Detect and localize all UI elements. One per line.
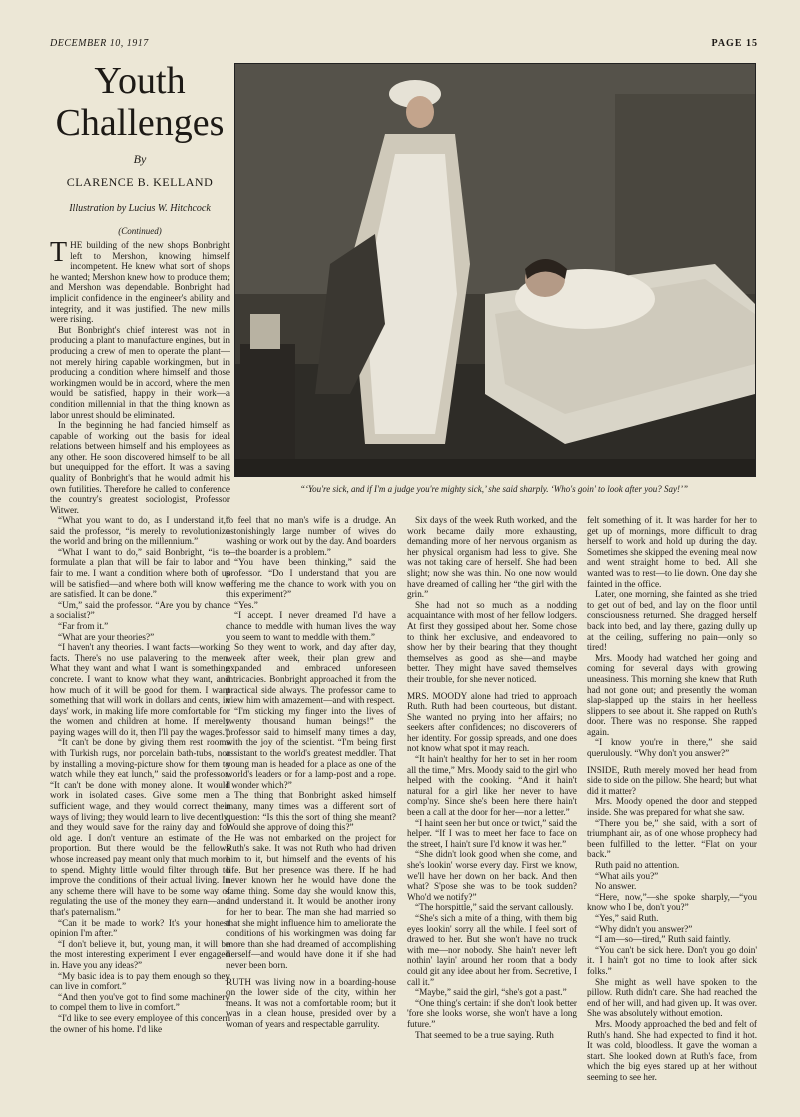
- paragraph: He was not embarked on the project for Ruth's sake. It was not Ruth who had driven him to it, but himself and the events of his life. But her presence was there. If he had never known her he would have done the same thing. Some day she would know this, and understand it. It would be another irony for her to bear. The man she had married so that she might influence him to ameliorate the conditions of his workingmen was doing far more than she had dreamed of accomplishing herself—and would have done it if she had never been born.: [226, 832, 396, 970]
- paragraph: Ruth paid no attention.: [595, 860, 680, 870]
- paragraph: In the beginning he had fancied himself as capable of working out the basis for ideal relations between himself and his employees as any other. He soon discovered himself to be all but unequipped for the effort. It was a saving quality of Bonbright's that he would admit his own futilities. Therefore he called to conference the country's greatest sociologist, Professor Witwer.: [50, 420, 230, 515]
- column-1: [50, 515, 230, 1095]
- paragraph: “What you want to do, as I understand it,” said the professor, “is merely to revolutionize the world and bring on the millennium.”: [50, 515, 230, 547]
- paragraph: “Here, now,”—she spoke sharply,—“you know who I be, don't you?”: [587, 891, 757, 913]
- paragraph: “Yes,” said Ruth.: [595, 912, 659, 923]
- paragraph: So they went to work, and day after day, week after week, their plan grew and expanded and embraced unforeseen intricacies. Bonbright approached it from the practical side always. The professor came to view him with amazement—and with respect.: [226, 642, 396, 706]
- paragraph: “Yes.”: [234, 599, 258, 610]
- paragraph: “It hain't healthy for her to set in her room all the time,” Mrs. Moody said to the girl who helped with the cooking. “And it hain't natural for a girl like her never to have comp'ny. Since she's been here there hain't been a call at the door for her—nor a letter.”: [407, 754, 577, 818]
- paragraph: to feel that no man's wife is a drudge. An astonishingly large number of wives do washing or work out by the day. And boarders—the boarder is a problem.”: [226, 515, 396, 557]
- paragraph: RUTH was living now in a boarding-house on the lower side of the city, within her means. It was not a comfortable room; but it was in a clean house, presided over by a woman of years and respectable garrulity.: [226, 976, 396, 1029]
- paragraph: Mrs. Moody approached the bed and felt of Ruth's hand. She had expected to find it hot. It was cold, bloodless. It gave the woman a start. She looked down at Ruth's face, from which the big eyes stared up at her without seeming to see her.: [587, 1018, 757, 1082]
- paragraph: Later, one morning, she fainted as she tried to get out of bed, and lay on the floor until consciousness returned. She dragged herself back into bed, and lay there, gazing dully up at the ceiling, suffering no pain—only so tired!: [587, 589, 757, 653]
- paragraph: “It can't be done by giving them rest rooms with Turkish rugs, nor porcelain bath-tubs, nor by installing a moving-picture show for them to watch while they eat lunch,” said the professor. “It can't be done with money alone. It would work in isolated cases. Give some men a sufficient wage, and they would correct their ways of living; they would learn to live decently, and they would save for the rainy day and for old age. I don't venture an estimate of the proportion. But there would be the fellows whose increased pay meant only that much more to spend. Mighty little would filter through to improve the conditions of their actual living. In any scheme there will have to be some way of regulating the use of the money they earn—and that's paternalism.”: [50, 737, 230, 917]
- paragraph: “What I want to do,” said Bonbright, “is to formulate a plan that will be fair to labor and fair to me. I want a condition where both of us will be satisfied—and where both will know we are satisfied. It can be done.”: [50, 546, 230, 600]
- paragraph: “I haven't any theories. I want facts—working facts. There's no use palavering to the men. What they want and what I want is something concrete. I want to know what they want, and how much of it will be good for them. I want something that will work in dollars and cents, in days' work, in making life more comfortable for the women and children at home. If merely paying wages will do it, then I'll pay the wages.”: [50, 642, 230, 737]
- paragraph: Mrs. Moody had watched her going and coming for several days with growing uneasiness. This morning she knew that Ruth had not gone out; and presently the woman slap-slapped up the stairs in her heelless slippers to see about it. She rapped on Ruth's door. There was no response. She rapped again.: [587, 652, 757, 737]
- paragraph: “My basic idea is to pay them enough so they can live in comfort.”: [50, 970, 230, 992]
- paragraph: “And then you've got to find some machinery to compel them to live in comfort.”: [50, 991, 230, 1013]
- paragraph: “The horspittle,” said the servant callously.: [415, 902, 574, 913]
- paragraph: “One thing's certain: if she don't look better 'fore she looks worse, she won't have a long future.”: [407, 997, 577, 1029]
- column-1-top: [50, 240, 230, 515]
- story-title: [50, 60, 230, 144]
- title-line-2: Challenges: [55, 102, 225, 144]
- paragraph: That seemed to be a true saying. Ruth: [415, 1029, 554, 1040]
- paragraph: felt something of it. It was harder for her to get up of mornings, more difficult to drag herself to work and hold up during the day. Sometimes she skipped the evening meal now and went straight home to bed. All she wanted was to rest—to lie down. One day she fainted in the office.: [587, 515, 757, 589]
- paragraph: “There you be,” she said, with a sort of triumphant air, as of one whose prophecy had been fulfilled to the letter. “Flat on your back.”: [587, 817, 757, 860]
- paragraph: MRS. MOODY alone had tried to approach Ruth. Ruth had been courteous, but distant. She wanted no prying into her affairs; no seekers after confidences; no discoverers of her identity. For gossip spreads, and one does not know what spot it may reach.: [407, 690, 577, 754]
- paragraph: “What ails you?”: [595, 870, 659, 881]
- paragraph: “I don't believe it, but, young man, it will be the most interesting experiment I ever engaged in. Have you any ideas?”: [50, 938, 230, 970]
- paragraph: She might as well have spoken to the pillow. Ruth didn't care. She had reached the end of her will, and had given up. It was over. She was absolutely without emotion.: [587, 976, 757, 1019]
- illustration-credit: Illustration by Lucius W. Hitchcock: [69, 203, 211, 214]
- paragraph: “You can't be sick here. Don't you go doin' it. I hain't got no time to look after sick folks.”: [587, 944, 757, 976]
- illustration-drawing: [235, 64, 755, 476]
- paragraph: “Can it be made to work? It's your honest opinion I'm after.”: [50, 917, 230, 939]
- paragraph: The thing that Bonbright asked himself many, many times was a different sort of question: “Is this the sort of thing she meant? Would she approve of doing this?”: [226, 790, 396, 833]
- paragraph: “I'd like to see every employee of this concern the owner of his home. I'd like: [50, 1012, 230, 1034]
- paragraph: “Maybe,” said the girl, “she's got a past.”: [415, 987, 567, 998]
- paragraph: INSIDE, Ruth merely moved her head from side to side on the pillow. She heard; but what did it matter?: [587, 764, 757, 796]
- byline-by: By: [133, 152, 147, 166]
- paragraph: “Um,” said the professor. “Are you by chance a socialist?”: [50, 599, 230, 621]
- paragraph: “What are your theories?”: [58, 631, 155, 642]
- paragraph: “I'm sticking my finger into the lives of twenty thousand human beings!” the professor said to himself many times a day, with the joy of the scientist. “I'm being first assistant to the world's greatest meddler. That young man is headed for a place as one of the world's leaders or for a lamp-post and a rope. I wonder which?”: [226, 705, 396, 790]
- title-line-1: Youth: [94, 60, 186, 102]
- author-name: CLARENCE B. KELLAND: [66, 175, 214, 189]
- paragraph: She had not so much as a nodding acquaintance with most of her fellow lodgers. At first they gossiped about her. Some chose to think her exclusive, and endeavored to show her by their bearing that they thought themselves as good as she—and maybe better. They might have saved themselves their trouble, for she never noticed.: [407, 599, 577, 684]
- paragraph: No answer.: [595, 881, 637, 892]
- paragraph: “I know you're in there,” she said querulously. “Why don't you answer?”: [587, 737, 757, 759]
- paragraph: But Bonbright's chief interest was not in producing a plant to manufacture engines, but in producing a crew of men to operate the plant—not merely hiring capable workingmen, but in producing a condition where himself and those workingmen would be in accord, where the men would be satisfied, happy in their work—a condition millennial in that the thing known as labor unrest should be eliminated.: [50, 324, 230, 420]
- paragraph: Mrs. Moody opened the door and stepped inside. She was prepared for what she saw.: [587, 796, 757, 818]
- paragraph: “Far from it.”: [58, 620, 109, 631]
- illustration-caption: “‘You're sick, and if I'm a judge you're mighty sick,’ she said sharply. ‘Who's goin' to look after you? Say!’”: [299, 484, 689, 494]
- paragraph: “I accept. I never dreamed I'd have a chance to meddle with human lives the way you seem to want to meddle with them.”: [226, 610, 396, 642]
- paragraph: “I haint seen her but once or twict,” said the helper. “If I was to meet her face to face on the street, I hain't sure I'd know it was her.”: [407, 817, 577, 849]
- paragraph: “She's sich a mite of a thing, with them big eyes lookin' sorry all the while. I feel sort of drawed to her. But she won't have no truck with me—nor nobody. She hain't never left nothin' layin' around her room that a body could git any idee about her from. Secretive, I call it.”: [407, 912, 577, 987]
- story-illustration: [234, 63, 756, 477]
- paragraph: “I am—so—tired,” Ruth said faintly.: [595, 934, 731, 945]
- column-3: [407, 515, 577, 1095]
- continued-label: (Continued): [118, 226, 162, 236]
- paragraph: “Why didn't you answer?”: [595, 923, 693, 934]
- issue-date: DECEMBER 10, 1917: [50, 38, 149, 49]
- drop-cap: T: [50, 240, 68, 268]
- page-number: PAGE 15: [711, 38, 758, 49]
- paragraph: Six days of the week Ruth worked, and the work became daily more exhausting, demanding more of her nervous organism as her physical organism had less to give. She was not taking care of herself. She had been slight; now she was thin. No one now would have dreamed of calling her “the girl with the grin.”: [407, 515, 577, 600]
- paragraph-text: HE building of the new shops Bonbright left to Mershon, knowing himself incompetent. He knew what sort of shops he wanted; Mershon knew how to produce them; and Mershon was dependable. Bonbright had implicit confidence in the engineer's ability and integrity, and it was justified. The new mills were rising.: [50, 240, 230, 325]
- column-2: [226, 515, 396, 1095]
- column-4: [587, 515, 757, 1095]
- paragraph: “She didn't look good when she come, and she's lookin' worse every day. First we know, we'll have her down on her back. And then what? S'pose she was to be took sudden? Who'd we notify?”: [407, 849, 577, 902]
- paragraph: [50, 240, 230, 325]
- paragraph: “You have been thinking,” said the professor. “Do I understand that you are offering me the chance to work with you on this experiment?”: [226, 557, 396, 600]
